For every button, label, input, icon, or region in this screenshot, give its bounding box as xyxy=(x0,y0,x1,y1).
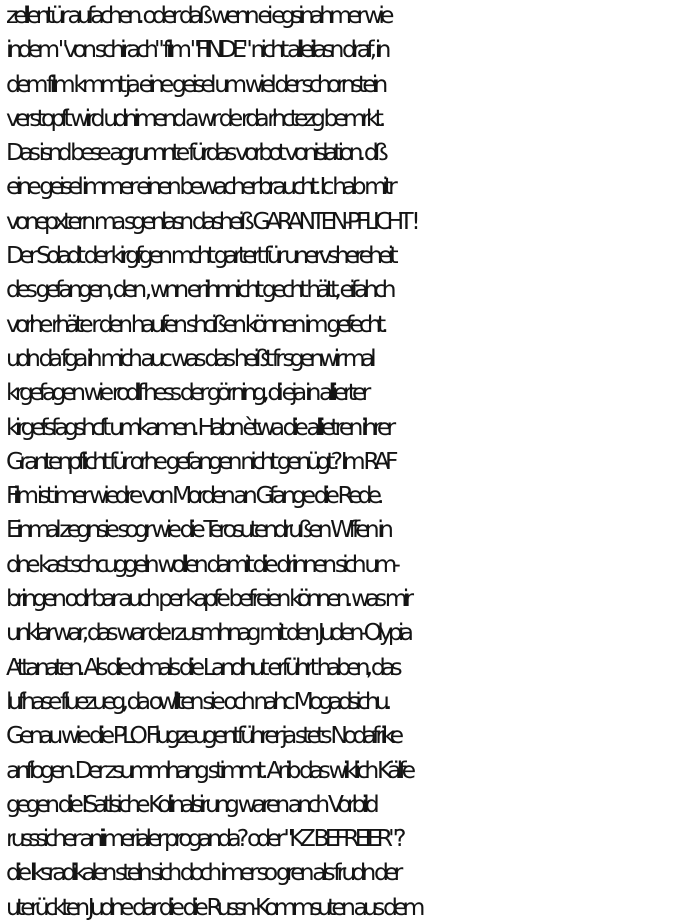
text-line: anflogen. Der zsummhang stimmt. Ar ib das wiklich Kälfe xyxy=(6,755,412,784)
text-line: indem "von schirach" film "FINDE" nicht alleilasn draf, in xyxy=(6,35,387,64)
text-line: vorhe rhäte r den haufen shcißen können im gefecht. xyxy=(6,309,384,338)
text-line: uterückten Judne dar die die Russn-Kommsuten aus dem xyxy=(6,892,421,920)
text-line: russsicher aniimerialer proganda? oder "KZ BEFREIER"? xyxy=(6,824,402,853)
text-line: Genau wie die PLO Flugzeugentführer ja stets Nodafrike xyxy=(6,721,400,750)
handwritten-transcript-text xyxy=(6,0,684,920)
text-line: zellentür aufachen. oder daß wenn ei egsinahmer wie xyxy=(6,1,390,29)
text-line: Grantenpflicht für orhe gefangen nicht genügt? Im RAF xyxy=(6,446,394,475)
text-line: eine geisel immer einen bewacher braucht. Ic hab mitr xyxy=(6,172,393,201)
text-line: vonepxtern ma sgenlasn dasheiß GARANTEN-PFLICHT ! xyxy=(6,206,416,235)
text-line: kirgefsfagshcft umkamen. Habn ètwa die allietren ihrer xyxy=(6,412,392,441)
text-line: gegen die ISatlsiche Kolinalsirung waren anch Vorbild xyxy=(6,789,375,818)
text-line: Film ist imer wiedre von Morden an Gfange die Rede. xyxy=(6,481,380,510)
text-line: Einmal zegnsie sogr wie die Terosutendrußen Wffen in xyxy=(6,515,389,544)
text-line: des gefangen, den , wnn er ihnnicht gecht hätt, eifahch xyxy=(6,275,392,304)
text-line: die lksradikalen steln sich doch imer so gren als frudn der xyxy=(6,858,399,887)
text-line: dem film kmmt ja eine geisel um wiel der schornstein xyxy=(6,69,384,98)
text-line: Attanaten. Als die dmals die Landhut erführt haben, das xyxy=(6,652,398,681)
text-line: Das isnd bese agrumnte fürdas vorbot vonislation. dß xyxy=(6,138,384,167)
text-line: lufhase fluezueg, da owllten sie och nahc Mogadsichu. xyxy=(6,686,388,715)
text-line: bringen odr bar auch per kapfe befreien können. was mir xyxy=(6,584,410,613)
text-line: verstopft wird udnimend a wr de rda rhctezg bemrkt. xyxy=(6,103,382,132)
text-line: krgefagen wie rodlf hess der görning, di eja in allierter xyxy=(6,378,367,407)
text-line: dne kast schcuggeln wollen damit die drinnen sich um- xyxy=(6,549,396,578)
text-line: unklar war, das war de rzusmhnag mit den Juden-Olypia xyxy=(6,618,410,647)
text-line: udn da fga ih mich auc was das heißt fr sgenwir mal xyxy=(6,343,372,372)
text-line: Der Soladt der kirgfgen mcht gartert für unervshereheit xyxy=(6,241,394,270)
